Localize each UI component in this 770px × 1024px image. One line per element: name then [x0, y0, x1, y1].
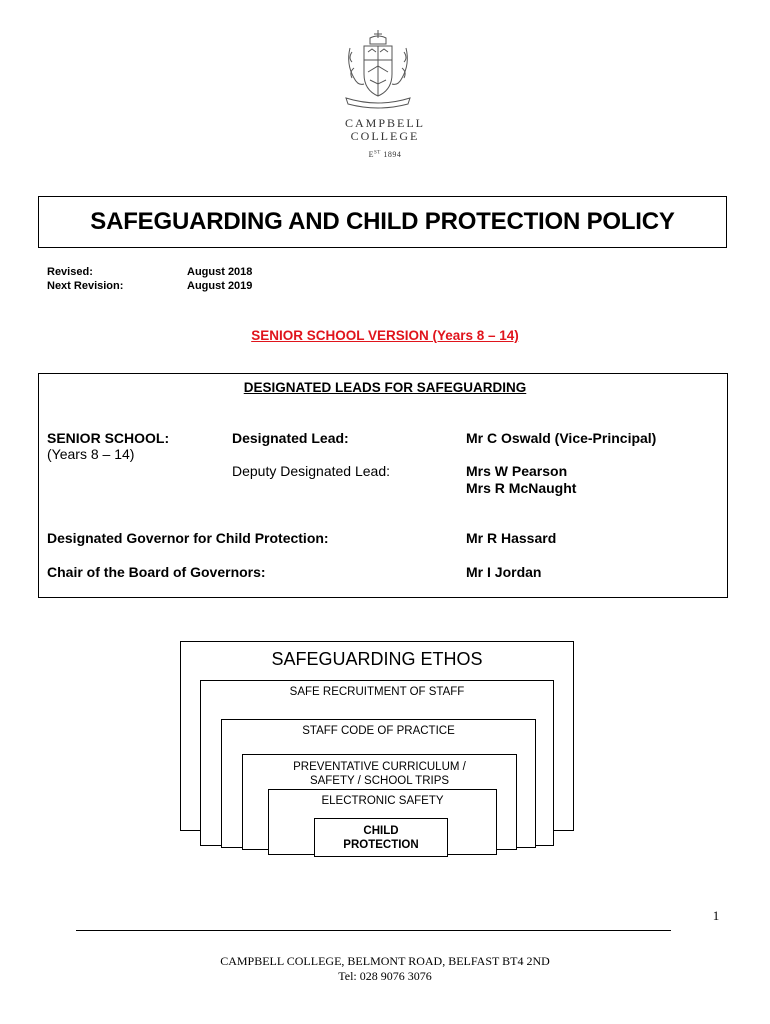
deputy-lead-name-1: Mrs W Pearson: [466, 463, 568, 479]
ethos-level-6: [314, 818, 448, 857]
chair-name: Mr I Jordan: [466, 564, 542, 580]
designated-lead-label: Designated Lead:: [232, 430, 349, 446]
ethos-level-1-label: SAFEGUARDING ETHOS: [271, 649, 483, 669]
ethos-level-6-label: CHILD PROTECTION: [343, 825, 419, 851]
ethos-level-5-label: ELECTRONIC SAFETY: [321, 795, 444, 807]
version-heading: SENIOR SCHOOL VERSION (Years 8 – 14): [251, 328, 519, 343]
revised-label: Revised:: [47, 266, 93, 278]
designated-leads-heading: DESIGNATED LEADS FOR SAFEGUARDING: [243, 380, 527, 395]
ethos-level-3-label: STAFF CODE OF PRACTICE: [302, 725, 455, 737]
revised-value: August 2018: [187, 266, 253, 278]
footer-divider: [76, 930, 671, 931]
ethos-level-4-label: PREVENTATIVE CURRICULUM / SAFETY / SCHOOL TRIPS: [293, 761, 466, 787]
governor-label: Designated Governor for Child Protection:: [47, 530, 329, 546]
next-revision-value: August 2019: [187, 280, 253, 292]
chair-label: Chair of the Board of Governors:: [47, 564, 266, 580]
campbell-college-crest-logo: [340, 28, 416, 110]
established-year: $E^{ST}$ 1894: [368, 150, 402, 159]
document-title: SAFEGUARDING AND CHILD PROTECTION POLICY: [90, 208, 675, 235]
college-name-line1: CAMPBELL: [344, 116, 425, 130]
deputy-lead-label: Deputy Designated Lead:: [232, 463, 390, 479]
senior-school-years: (Years 8 – 14): [47, 446, 135, 462]
next-revision-label: Next Revision:: [47, 280, 124, 292]
senior-school-label: SENIOR SCHOOL:: [47, 430, 170, 446]
deputy-lead-name-2: Mrs R McNaught: [466, 480, 577, 496]
designated-lead-name: Mr C Oswald (Vice-Principal): [466, 430, 657, 446]
ethos-level-2-label: SAFE RECRUITMENT OF STAFF: [289, 686, 465, 698]
title-box: [38, 196, 727, 248]
footer-telephone: Tel: 028 9076 3076: [338, 969, 432, 983]
page-number: 1: [712, 908, 720, 923]
governor-name: Mr R Hassard: [466, 530, 557, 546]
footer-address: CAMPBELL COLLEGE, BELMONT ROAD, BELFAST BT4 2ND: [220, 954, 550, 968]
college-name-line2: COLLEGE: [350, 129, 420, 143]
